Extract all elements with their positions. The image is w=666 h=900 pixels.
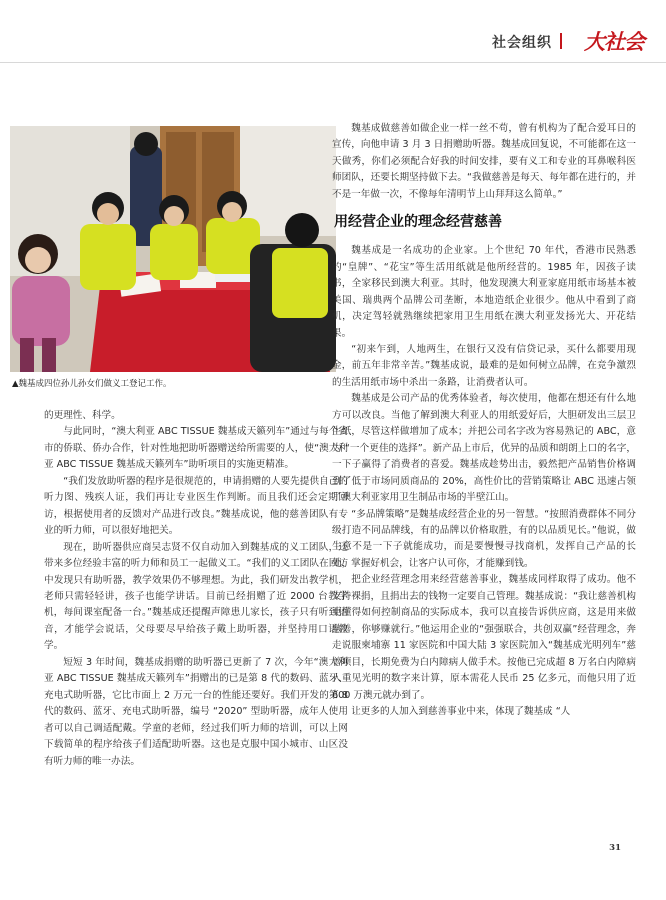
paragraph: 魏基成做慈善如做企业一样一丝不苟，曾有机构为了配合爱耳日的宣传，向他申请 3 月 3 日捐赠助听器。魏基成回复说，不可能都在这一天做秀，你们必须配合好我的时间安排，要有义工和专业的耳鼻喉科医师团队，还要长期坚持做下去。“我做慈善是每天、每年都在进行的，并不是一年做一次，不像每年清明节上山拜拜这么简单。” [332,123,636,200]
paragraph: “多品牌策略”是魏基成经营企业的另一智慧。“按照消费群体不同分级打造不同品牌线，有的品牌以价格取胜，有的以品质见长。”他说，做生意不是一下子就能成功，而是要慢慢寻找商机，发挥自己产品的长处，掌握好机会，让客户认可你，才能赚到钱。 [332,508,636,569]
paragraph: 短短 3 年时间，魏基成捐赠的助听器已更新了 7 次，今年“澳大利亚 ABC TISSUE 魏基成天籁列车”捐赠出的已是第 8 代的数码、蓝牙、充电式助听器，它比市面上 2 万元一台的性能还要好。我们开发的第 8 代的数码、蓝牙、充电式助听器，编号 “2020” 型助听器，成年人使用者可以自己调适配戴。学童的老师，经过我们听力师的培训，可以上网下载简单的程序给孩子们适配助听器。这也是克服中国小城市、山区没有听力师的唯一办法。 [44,656,348,767]
paragraph: “我们发放助听器的程序是很规范的，申请捐赠的人要先提供自己的听力图、残疾人证，我们再让专业医生作判断。而且我们还会定期回访，根据使用者的反馈对产品进行改良。”魏基成说，他的慈善团队有专业的听力师，可以很好地把关。 [44,475,348,537]
paragraph: 把企业经营理念用来经营慈善事业，魏基成同样取得了成功。他不支持裸捐，且捐出去的钱物一定要自己管理。魏基成说：“我让慈善机构更懂得如何控制商品的实际成本，我可以直接告诉供应商，这是用来做慈善，你够赚就行。”他运用企业的“强强联合，共创双赢”经营理念，奔走说服柬埔寨 11 家医院和中国大陆 3 家医院加入“魏基成光明列车”慈善项目，长期免费为白内障病人做手术。按他已完成超 8 万名白内障病人重见光明的数字来计算，原本需花人民币 25 亿多元，而他只用了近 600 万澳元就办到了。 [332,574,636,701]
paragraph: 现在，助听器供应商吴志贤不仅自动加入到魏基成的义工团队，还带来多位经验丰富的听力师和员工一起做义工。“我们的义工团队在回访中发现只有助听器，教学效果仍不够理想。为此，我们研发出教学机，老师只需轻轻讲，孩子也能学讲话。目前已经捐赠了近 2000 台教学机，每间课室配备一台。”魏基成还提醒声障患儿家长，孩子只有听到语音，才能学会说话，父母要尽早给孩子戴上助听器，并坚持用口语教学。 [44,541,348,652]
paragraph: “初来乍到，人地两生，在银行又没有信贷记录，买什么都要用现金，前五年非常辛苦。”魏基成说，最难的是如何树立品牌，在竞争激烈的生活用纸市场中杀出一条路，让消费者认可。 [332,343,636,388]
paragraph: 魏基成是一名成功的企业家。上个世纪 70 年代，香港市民熟悉的“皇牌”、“花宝”等生活用纸就是他所经营的。1985 年，因孩子读书，全家移民到澳大利亚。其时，他发现澳大利亚家庭用纸市场基本被美国、瑞典两个品牌公司垄断，本地造纸企业很少。他从中看到了商机，决定驾轻就熟继续把家用卫生用纸在澳大利亚发扬光大、开花结果。 [332,245,636,339]
magazine-logo: 大社会 [584,29,644,54]
paragraph: 让更多的人加入到慈善事业中来，体现了魏基成 “人 [351,705,571,717]
photo-caption: ▲魏基成四位孙儿孙女们做义工登记工作。 [12,379,172,389]
page-number: 31 [609,843,621,853]
paragraph: 的更理性、科学。 [44,410,121,421]
article-photo [10,126,336,372]
page-header [0,0,666,63]
header-divider [560,33,562,49]
article-column-left [44,408,348,770]
section-heading: 用经营企业的理念经营慈善 [334,214,502,231]
paragraph: 与此同时，“澳大利亚 ABC TISSUE 魏基成天籁列车”通过与每个省市的侨联、侨办合作，针对性地把助听器赠送给所需要的人，使“澳大利亚 ABC TISSUE 魏基成天籁列车”助听项目的实施更精准。 [44,426,348,471]
section-title: 社会组织 [492,35,552,51]
article-column-right [332,121,636,720]
paragraph: 魏基成是公司产品的优秀体验者，每次使用，他都在想还有什么地方可以改良。当他了解到澳大利亚人的用纸爱好后，大胆研发出三层卫生纸，尽管这样做增加了成本；并把公司名字改为容易熟记的 ABC，意为 “一个更佳的选择”。新产品上市后，优异的品质和朗朗上口的名字，一下子赢得了消费者的喜爱。魏基成趁势出击，毅然把产品销售价格调到了低于市场同质商品的 20%，高性价比的营销策略让 ABC 迅速占领了澳大利亚家用卫生制品市场的半壁江山。 [332,393,636,504]
header-rule [0,62,666,63]
